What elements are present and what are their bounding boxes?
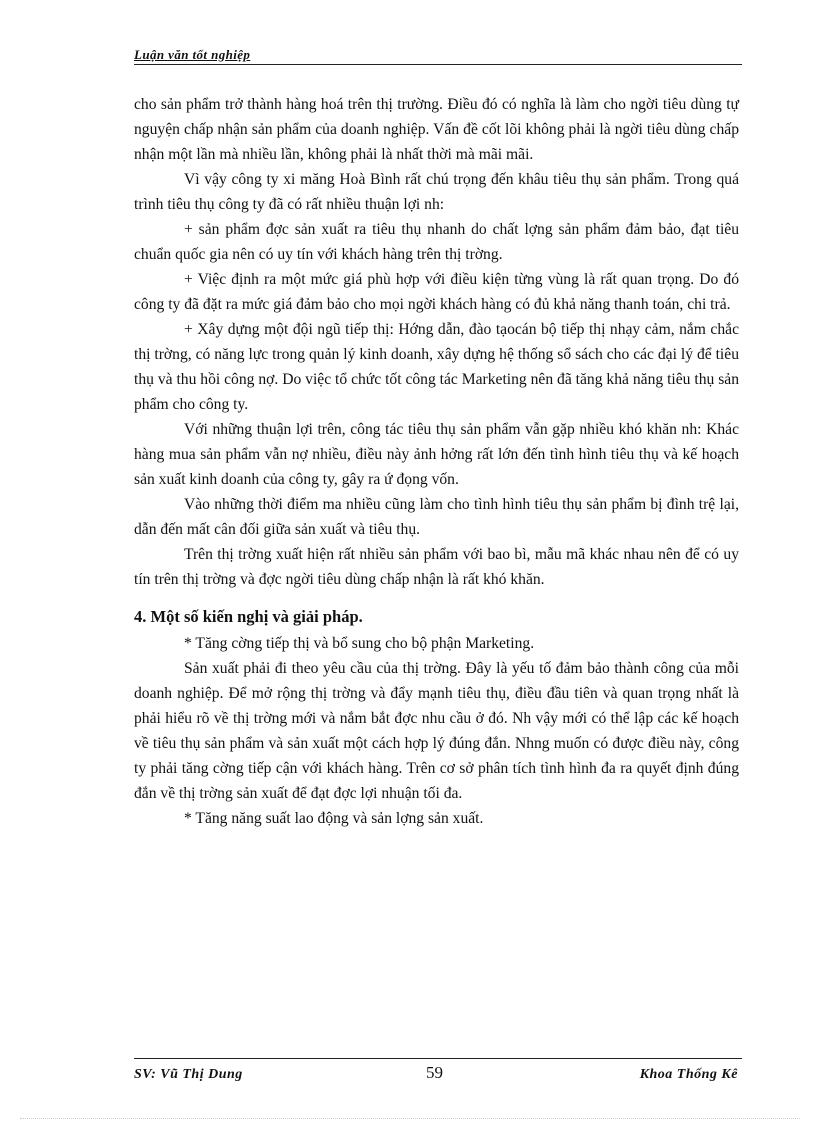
page-edge-divider: [20, 1118, 800, 1119]
page-footer: [134, 1058, 742, 1085]
paragraph: Với những thuận lợi trên, công tác tiêu thụ sản phẩm vẫn gặp nhiều khó khăn nh: Khác hàng mua sản phẩm vẫn nợ nhiều, điều này ảnh hởng rất lớn đến tình hình tiêu thụ và kế hoạch sản xuất kinh doanh của công ty, gây ra ứ đọng vốn.: [134, 421, 739, 488]
paragraph: * Tăng cờng tiếp thị và bổ sung cho bộ phận Marketing.: [184, 635, 535, 652]
paragraph: cho sản phẩm trở thành hàng hoá trên thị trường. Điều đó có nghĩa là làm cho ngời tiêu dùng tự nguyện chấp nhận sản phẩm của doanh nghiệp. Vấn đề cốt lõi không phải là ngời tiêu dùng chấp nhận một lần mà nhiều lần, không phải là nhất thời mà mãi mãi.: [134, 96, 739, 163]
header-title: Luận văn tốt nghiệp: [134, 47, 251, 62]
paragraph: Trên thị trờng xuất hiện rất nhiều sản phẩm với bao bì, mẫu mã khác nhau nên để có uy tín trên thị trờng và đợc ngời tiêu dùng chấp nhận là rất khó khăn.: [134, 546, 739, 588]
section-heading: 4. Một số kiến nghị và giải pháp.: [134, 607, 363, 626]
footer-department: Khoa Thống Kê: [639, 1067, 738, 1082]
paragraph: + sản phẩm đợc sản xuất ra tiêu thụ nhanh do chất lợng sản phẩm đảm bảo, đạt tiêu chuẩn quốc gia nên có uy tín với khách hàng trên thị trờng.: [134, 221, 739, 263]
paragraph: Vì vậy công ty xi măng Hoà Bình rất chú trọng đến khâu tiêu thụ sản phẩm. Trong quá trình tiêu thụ công ty đã có rất nhiều thuận lợi nh:: [134, 171, 739, 213]
paragraph: * Tăng năng suất lao động và sản lợng sản xuất.: [184, 810, 484, 827]
paragraph: + Xây dựng một đội ngũ tiếp thị: Hớng dẫn, đào tạocán bộ tiếp thị nhạy cảm, nắm chắc thị trờng, có năng lực trong quản lý kinh doanh, xây dựng hệ thống sổ sách cho các đại lý để tiêu thụ và thu hồi công nợ. Do việc tổ chức tốt công tác Marketing nên đã tăng khả năng tiêu thụ sản phẩm cho công ty.: [134, 321, 739, 413]
paragraph: Vào những thời điểm ma nhiều cũng làm cho tình hình tiêu thụ sản phẩm bị đình trệ lại, dẫn đến mất cân đối giữa sản xuất và tiêu thụ.: [134, 496, 739, 538]
page-header: [134, 46, 742, 65]
footer-author: SV: Vũ Thị Dung: [134, 1067, 243, 1082]
page-body: [134, 92, 739, 831]
paragraph: Sản xuất phải đi theo yêu cầu của thị trờng. Đây là yếu tố đảm bảo thành công của mỗi doanh nghiệp. Để mở rộng thị trờng và đẩy mạnh tiêu thụ, điều đầu tiên và quan trọng nhất là phải hiểu rõ về thị trờng mới và nắm bắt đợc nhu cầu ở đó. Nh vậy mới có thể lập các kế hoạch về tiêu thụ sản phẩm và sản xuất một cách hợp lý đúng đắn. Nhng muốn có được điều này, công ty phải tăng cờng tiếp cận với khách hàng. Trên cơ sở phân tích tình hình đa ra quyết định đúng đắn về thị trờng sản xuất để đạt đợc lợi nhuận tối đa.: [134, 660, 739, 802]
paragraph: + Việc định ra một mức giá phù hợp với điều kiện từng vùng là rất quan trọng. Do đó công ty đã đặt ra mức giá đảm bảo cho mọi ngời khách hàng có đủ khả năng thanh toán, chi trả.: [134, 271, 739, 313]
page-number: 59: [426, 1063, 443, 1082]
